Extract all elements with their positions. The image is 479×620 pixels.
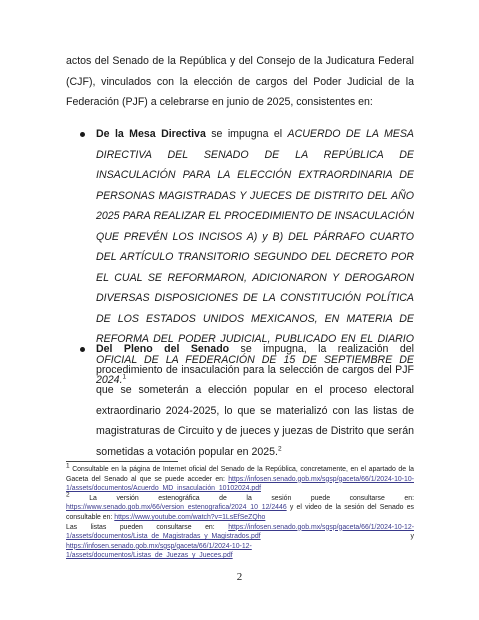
bullet-icon (80, 347, 85, 352)
item-text: se impugna el (205, 128, 288, 140)
footnote-link[interactable]: https://www.youtube.com/watch?v=1LsEfSeZQho (114, 513, 266, 521)
footnote-2 (66, 491, 414, 523)
item-italic-text: ACUERDO DE LA MESA DIRECTIVA DEL SENADO DE LA REPÚBLICA DE INSACULACIÓN PARA LA ELECCIÓN EXTRAORDINARIA DE PERSONAS MAGISTRADAS Y JUECES DE DISTRITO DEL AÑO 2025 PARA REALIZAR EL PROCEDIMIENTO DE INSACULACIÓN QUE PREVÉN LOS INCISOS A) y B) DEL PÁRRAFO CUARTO DEL ARTÍCULO TRANSITORIO SEGUNDO DEL DECRETO POR EL CUAL SE REFORMARON, ADICIONARON Y DEROGARON DIVERSAS DISPOSICIONES DE LA CONSTITUCIÓN POLÍTICA DE LOS ESTADOS UNIDOS MEXICANOS, EN MATERIA DE REFORMA DEL PODER JUDICIAL, PUBLICADO EN EL DIARIO OFICIAL DE LA FEDERACIÓN DE 15 DE SEPTIEMBRE DE 2024. (96, 128, 414, 386)
footnote-text: Las listas pueden consultarse en: (66, 523, 229, 531)
intro-paragraph: actos del Senado de la República y del Consejo de la Judicatura Federal (CJF), vinculados con la elección de cargos del Poder Judicial de la Federación (PJF) a celebrarse en junio de 2025, consistentes en: (66, 55, 414, 108)
footnotes (66, 462, 414, 561)
list-item-pleno-senado (96, 339, 414, 462)
footnote-mark: 1 (66, 462, 70, 470)
footnote-link[interactable]: https://infosen.senado.gob.mx/sgsp/gaceta/66/1/2024-10-12-1/assets/documentos/Lista_de_Magistradas_y_Magistrados.pdf (66, 523, 414, 541)
item-lead: Del Pleno del Senado (96, 343, 230, 355)
footnote-1 (66, 462, 414, 494)
item-lead: De la Mesa Directiva (96, 128, 206, 140)
footnote-text: y el video de la sesión del Senado es consultable en: (66, 504, 414, 521)
footnote-ref[interactable]: 2 (277, 444, 282, 452)
footnote-text: Consultable en la página de Internet oficial del Senado de la República, concretamente, en el apartado de la Gaceta del Senado al que se puede acceder en: (66, 466, 414, 483)
footnote-2-continued (66, 523, 414, 561)
footnote-divider (66, 461, 178, 462)
footnote-link[interactable]: https://infosen.senado.gob.mx/sgsp/gaceta/66/1/2024-10-10-1/assets/documentos/Acuerdo_MD_insaculación_10102024.pdf (66, 475, 414, 493)
page-number: 2 (236, 571, 243, 583)
bullet-icon (80, 132, 85, 137)
footnote-mark: 2 (66, 491, 70, 499)
footnote-link[interactable]: https://infosen.senado.gob.mx/sgsp/gaceta/66/1/2024-10-12-1/assets/documentos/Listas_de_Juezas_y_Jueces.pdf (66, 542, 252, 560)
footnote-ref[interactable]: 1 (122, 373, 127, 381)
footnote-link[interactable]: https://www.senado.gob.mx/66/version_estenografica/2024_10_12/2446 (66, 504, 287, 512)
item-text: se impugna, la realización del procedimiento de insaculación para la selección de cargos del PJF que se someterán a elección popular en el proceso electoral extraordinario 2024-2025, lo que se materializó con las listas de magistraturas de Circuito y de jueces y juezas de Distrito que serán sometidas a votación popular en 2025. (96, 343, 414, 458)
footnote-text: y (260, 533, 414, 541)
footnote-text: La versión estenográfica de la sesión puede consultarse en: (69, 494, 414, 502)
